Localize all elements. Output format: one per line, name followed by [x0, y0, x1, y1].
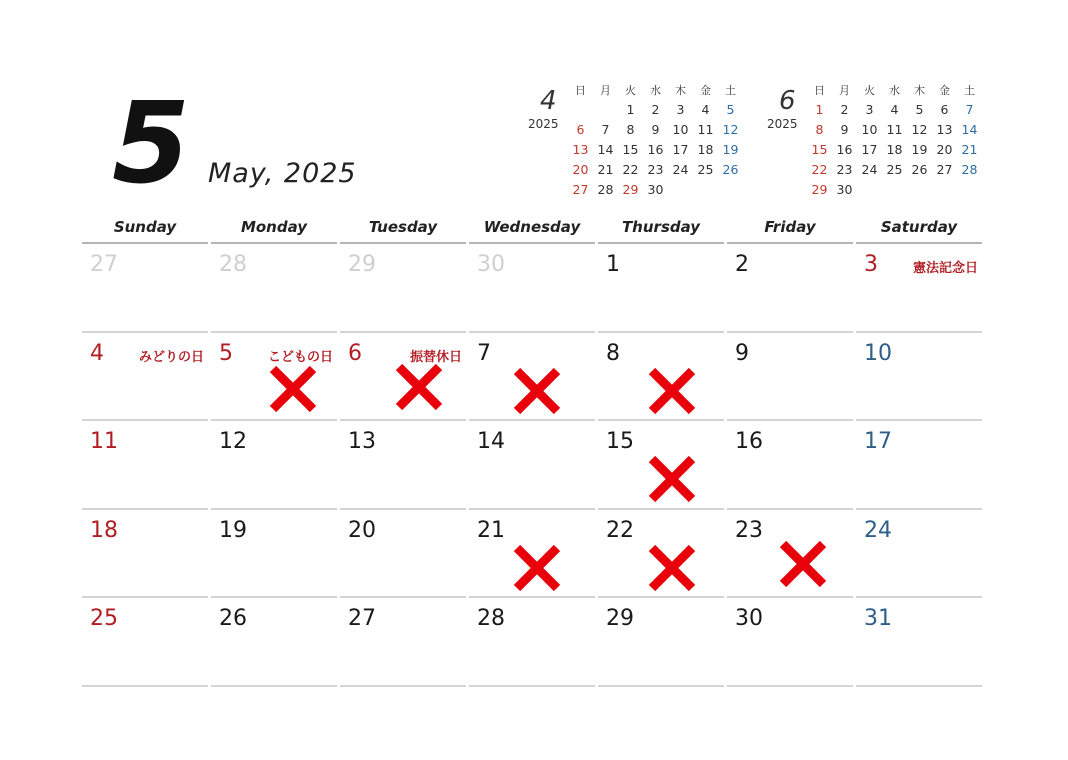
month-caption: May, 2025: [208, 158, 357, 189]
weekday-header-tuesday: Tuesday: [340, 214, 466, 244]
day-number: 7: [477, 340, 491, 366]
mini-weekday-header: 土: [964, 84, 975, 97]
mini-day: 18: [697, 142, 714, 157]
x-mark-icon: [777, 538, 829, 590]
mini-year: 2025: [767, 117, 798, 131]
day-cell[interactable]: [82, 421, 208, 510]
day-cell[interactable]: [211, 598, 337, 687]
day-cell[interactable]: [82, 510, 208, 599]
mini-day: 14: [597, 142, 614, 157]
weekday-header-saturday: Saturday: [856, 214, 982, 244]
mini-day: 10: [861, 122, 878, 137]
day-cell[interactable]: [856, 510, 982, 599]
day-number: 30: [477, 252, 505, 277]
mini-day: 21: [597, 162, 614, 177]
day-number: 12: [219, 429, 247, 454]
day-cell[interactable]: [727, 598, 853, 687]
weekday-header-row: [82, 214, 985, 244]
day-number: 8: [606, 340, 620, 366]
mini-day: [932, 180, 957, 200]
mini-day: 8: [626, 122, 635, 137]
day-cell[interactable]: [469, 598, 595, 687]
day-number: 15: [606, 429, 634, 454]
day-cell[interactable]: [856, 244, 982, 333]
calendar-grid: [82, 244, 985, 687]
mini-day: [957, 180, 982, 200]
day-number: 14: [477, 429, 505, 454]
month-number: 5: [112, 79, 190, 209]
day-cell[interactable]: [211, 421, 337, 510]
mini-day: 24: [672, 162, 689, 177]
day-number: 25: [90, 606, 118, 631]
day-number: 31: [864, 606, 892, 631]
day-number: 18: [90, 517, 118, 543]
day-cell[interactable]: [211, 333, 337, 422]
day-cell[interactable]: [856, 421, 982, 510]
mini-day: 26: [911, 162, 928, 177]
holiday-label: こどもの日: [267, 349, 333, 365]
day-cell[interactable]: [856, 333, 982, 422]
day-cell[interactable]: [856, 598, 982, 687]
day-number: 28: [219, 252, 247, 277]
x-mark-icon: [267, 363, 319, 415]
mini-day: 7: [601, 122, 610, 137]
day-number: 17: [864, 429, 892, 454]
mini-day: 6: [940, 102, 949, 117]
day-cell[interactable]: [469, 510, 595, 599]
mini-day: 20: [936, 142, 953, 157]
holiday-label: みどりの日: [138, 349, 204, 365]
day-number: 21: [477, 517, 505, 543]
mini-weekday-header: 土: [725, 84, 736, 97]
mini-day: 27: [936, 162, 953, 177]
day-number: 4: [90, 340, 104, 366]
mini-day: 26: [722, 162, 739, 177]
day-cell[interactable]: [727, 244, 853, 333]
mini-calendar-next: [767, 80, 989, 197]
mini-day: 24: [861, 162, 878, 177]
mini-day: 10: [672, 122, 689, 137]
weekday-header-sunday: Sunday: [82, 214, 208, 244]
mini-day: 17: [672, 142, 689, 157]
mini-day: 21: [961, 142, 978, 157]
mini-day: 20: [572, 162, 589, 177]
day-cell[interactable]: [469, 244, 595, 333]
day-cell[interactable]: [211, 510, 337, 599]
day-number: 19: [219, 517, 247, 543]
day-cell[interactable]: [469, 421, 595, 510]
day-number: 1: [606, 252, 620, 277]
day-number: 2: [735, 252, 749, 277]
day-number: 3: [864, 252, 878, 277]
mini-day: 25: [697, 162, 714, 177]
mini-day: 30: [647, 182, 664, 197]
mini-day: 13: [572, 142, 589, 157]
weekday-header-monday: Monday: [211, 214, 337, 244]
day-cell[interactable]: [727, 333, 853, 422]
day-cell[interactable]: [598, 598, 724, 687]
mini-day: 11: [886, 122, 903, 137]
day-cell[interactable]: [727, 421, 853, 510]
mini-day: 19: [722, 142, 739, 157]
mini-day: [907, 180, 932, 200]
day-number: 30: [735, 606, 763, 631]
mini-weekday-header: 火: [625, 84, 636, 97]
mini-day: 4: [701, 102, 710, 117]
weekday-header-friday: Friday: [727, 214, 853, 244]
mini-day: 27: [572, 182, 589, 197]
mini-weekday-header: 月: [600, 84, 611, 97]
mini-day: 5: [726, 102, 735, 117]
mini-weekday-header: 火: [864, 84, 875, 97]
day-number: 27: [90, 252, 118, 277]
day-number: 5: [219, 340, 233, 366]
x-mark-icon: [646, 453, 698, 505]
mini-year: 2025: [528, 117, 559, 131]
day-cell[interactable]: [727, 510, 853, 599]
mini-day: 11: [697, 122, 714, 137]
x-mark-icon: [511, 365, 563, 417]
mini-day: 15: [622, 142, 639, 157]
mini-day: 18: [886, 142, 903, 157]
day-number: 9: [735, 340, 749, 366]
weekday-header-thursday: Thursday: [598, 214, 724, 244]
mini-day: 30: [836, 182, 853, 197]
x-mark-icon: [511, 542, 563, 594]
mini-day: 12: [911, 122, 928, 137]
mini-weekday-header: 木: [914, 84, 925, 97]
day-number: 6: [348, 340, 362, 366]
mini-day: 8: [815, 122, 824, 137]
mini-day: 4: [890, 102, 899, 117]
day-cell[interactable]: [82, 244, 208, 333]
mini-day: 16: [647, 142, 664, 157]
day-cell[interactable]: [340, 421, 466, 510]
day-number: 22: [606, 517, 634, 543]
day-number: 24: [864, 517, 892, 543]
day-number: 28: [477, 606, 505, 631]
mini-day: 7: [965, 102, 974, 117]
day-cell[interactable]: [598, 244, 724, 333]
mini-day: 6: [576, 122, 585, 137]
day-cell[interactable]: [598, 421, 724, 510]
day-number: 29: [606, 606, 634, 631]
weekday-header-wednesday: Wednesday: [469, 214, 595, 244]
mini-month-number: 4: [540, 86, 557, 116]
mini-day: [593, 100, 618, 120]
mini-weekday-header: 水: [889, 84, 900, 97]
mini-day: [718, 180, 743, 200]
x-mark-icon: [393, 361, 445, 413]
mini-day: [857, 180, 882, 200]
day-cell[interactable]: [211, 244, 337, 333]
day-cell[interactable]: [340, 244, 466, 333]
day-number: 23: [735, 517, 763, 543]
mini-day: 29: [622, 182, 639, 197]
day-cell[interactable]: [598, 333, 724, 422]
mini-day: 25: [886, 162, 903, 177]
x-mark-icon: [646, 542, 698, 594]
mini-calendar-prev: [528, 80, 750, 197]
mini-weekday-header: 水: [650, 84, 661, 97]
mini-day: 23: [836, 162, 853, 177]
mini-day: 13: [936, 122, 953, 137]
x-mark-icon: [646, 365, 698, 417]
mini-day: [668, 180, 693, 200]
day-number: 16: [735, 429, 763, 454]
day-number: 11: [90, 429, 118, 454]
day-number: 29: [348, 252, 376, 277]
day-cell[interactable]: [469, 333, 595, 422]
mini-month-number: 6: [779, 86, 796, 116]
mini-day: 28: [961, 162, 978, 177]
mini-day: [693, 180, 718, 200]
mini-weekday-header: 金: [939, 84, 950, 97]
mini-weekday-header: 月: [839, 84, 850, 97]
day-number: 20: [348, 517, 376, 543]
mini-day: 22: [811, 162, 828, 177]
mini-day: 9: [840, 122, 849, 137]
day-cell[interactable]: [598, 510, 724, 599]
day-cell[interactable]: [82, 333, 208, 422]
mini-day: 1: [815, 102, 824, 117]
mini-day: 3: [676, 102, 685, 117]
day-number: 27: [348, 606, 376, 631]
mini-day: 3: [865, 102, 874, 117]
holiday-label: 憲法記念日: [912, 261, 978, 276]
mini-day: 15: [811, 142, 828, 157]
day-cell[interactable]: [82, 598, 208, 687]
mini-weekday-header: 木: [675, 84, 686, 97]
mini-day: [568, 100, 593, 120]
mini-day: 5: [915, 102, 924, 117]
mini-weekday-header: 日: [575, 84, 586, 97]
day-cell[interactable]: [340, 510, 466, 599]
mini-day: 14: [961, 122, 978, 137]
mini-day: 17: [861, 142, 878, 157]
mini-day: 22: [622, 162, 639, 177]
mini-day: 12: [722, 122, 739, 137]
day-cell[interactable]: [340, 333, 466, 422]
mini-weekday-header: 金: [700, 84, 711, 97]
mini-day: 1: [626, 102, 635, 117]
mini-day: 16: [836, 142, 853, 157]
mini-day: 9: [651, 122, 660, 137]
day-cell[interactable]: [340, 598, 466, 687]
mini-day: 2: [840, 102, 849, 117]
day-number: 13: [348, 429, 376, 454]
mini-day: [882, 180, 907, 200]
mini-weekday-header: 日: [814, 84, 825, 97]
mini-day: 19: [911, 142, 928, 157]
mini-day: 23: [647, 162, 664, 177]
mini-day: 28: [597, 182, 614, 197]
mini-day: 29: [811, 182, 828, 197]
holiday-label: 振替休日: [409, 349, 462, 365]
day-number: 10: [864, 340, 892, 366]
mini-day: 2: [651, 102, 660, 117]
day-number: 26: [219, 606, 247, 631]
